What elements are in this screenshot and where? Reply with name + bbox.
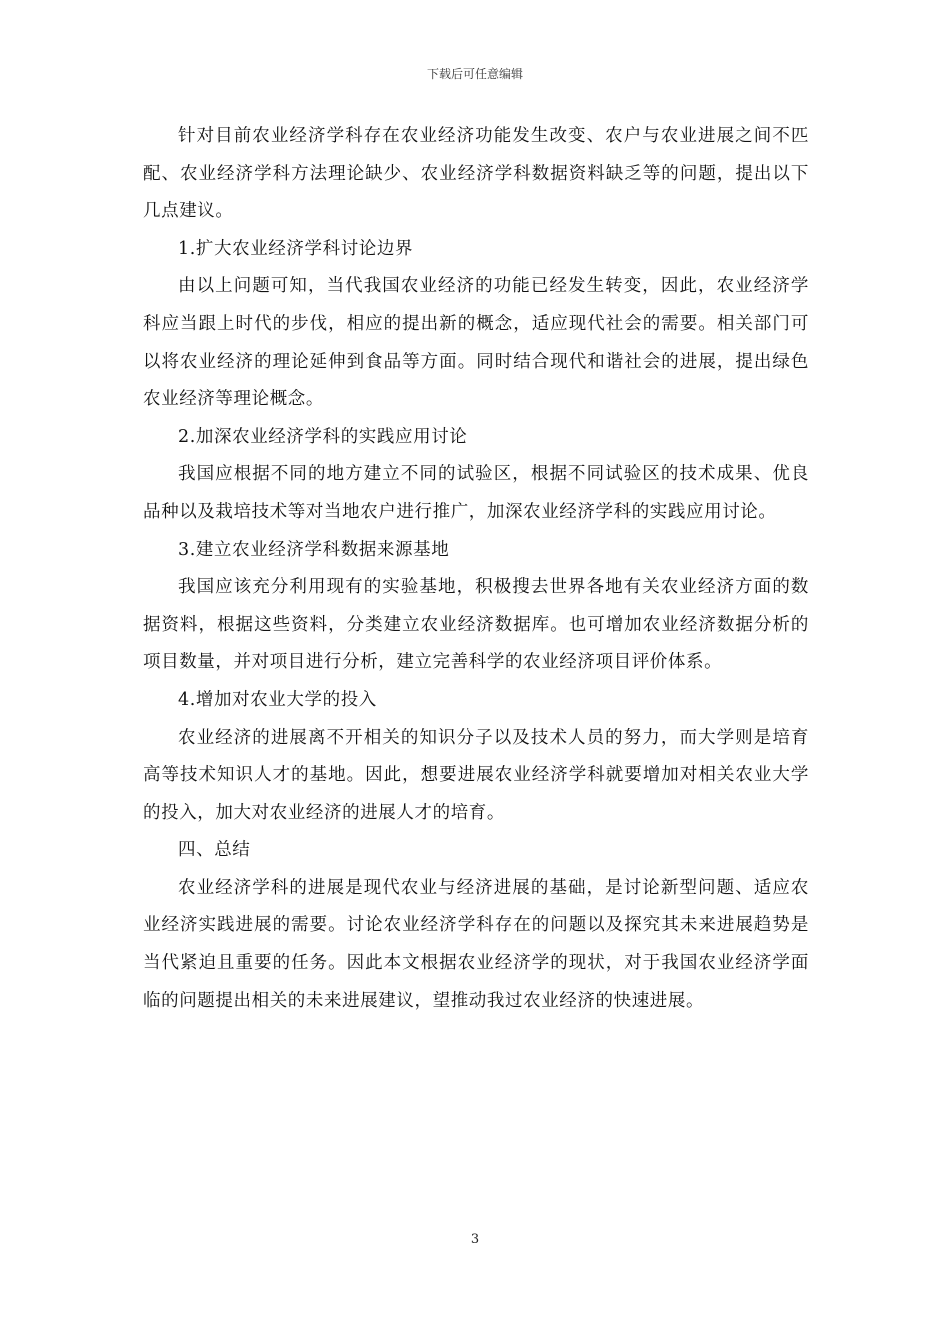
- paragraph-intro: 针对目前农业经济学科存在农业经济功能发生改变、农户与农业进展之间不匹配、农业经济学科方法理论缺少、农业经济学科数据资料缺乏等的问题，提出以下几点建议。: [143, 126, 809, 222]
- heading-section-4: 4.增加对农业大学的投入: [178, 689, 377, 710]
- heading-conclusion: 四、总结: [178, 840, 251, 861]
- document-body: [143, 118, 809, 1020]
- page-header: 下载后可任意编辑: [426, 67, 523, 81]
- page-number: 3: [470, 1232, 480, 1247]
- paragraph-section-3: 我国应该充分利用现有的实验基地，积极搜去世界各地有关农业经济方面的数据资料，根据这些资料，分类建立农业经济数据库。也可增加农业经济数据分析的项目数量，并对项目进行分析，建立完善科学的农业经济项目评价体系。: [143, 577, 809, 673]
- heading-section-1: 1.扩大农业经济学科讨论边界: [178, 238, 414, 259]
- paragraph-section-4: 农业经济的进展离不开相关的知识分子以及技术人员的努力，而大学则是培育高等技术知识人才的基地。因此，想要进展农业经济学科就要增加对相关农业大学的投入，加大对农业经济的进展人才的培育。: [143, 727, 809, 823]
- heading-section-3: 3.建立农业经济学科数据来源基地: [178, 539, 450, 560]
- heading-section-2: 2.加深农业经济学科的实践应用讨论: [178, 426, 468, 447]
- paragraph-conclusion: 农业经济学科的进展是现代农业与经济进展的基础，是讨论新型问题、适应农业经济实践进展的需要。讨论农业经济学科存在的问题以及探究其未来进展趋势是当代紧迫且重要的任务。因此本文根据农业经济学的现状，对于我国农业经济学面临的问题提出相关的未来进展建议，望推动我过农业经济的快速进展。: [143, 877, 809, 1011]
- paragraph-section-1: 由以上问题可知，当代我国农业经济的功能已经发生转变，因此，农业经济学科应当跟上时代的步伐，相应的提出新的概念，适应现代社会的需要。相关部门可以将农业经济的理论延伸到食品等方面。同时结合现代和谐社会的进展，提出绿色农业经济等理论概念。: [143, 276, 809, 410]
- paragraph-section-2: 我国应根据不同的地方建立不同的试验区，根据不同试验区的技术成果、优良品种以及栽培技术等对当地农户进行推广，加深农业经济学科的实践应用讨论。: [143, 464, 809, 522]
